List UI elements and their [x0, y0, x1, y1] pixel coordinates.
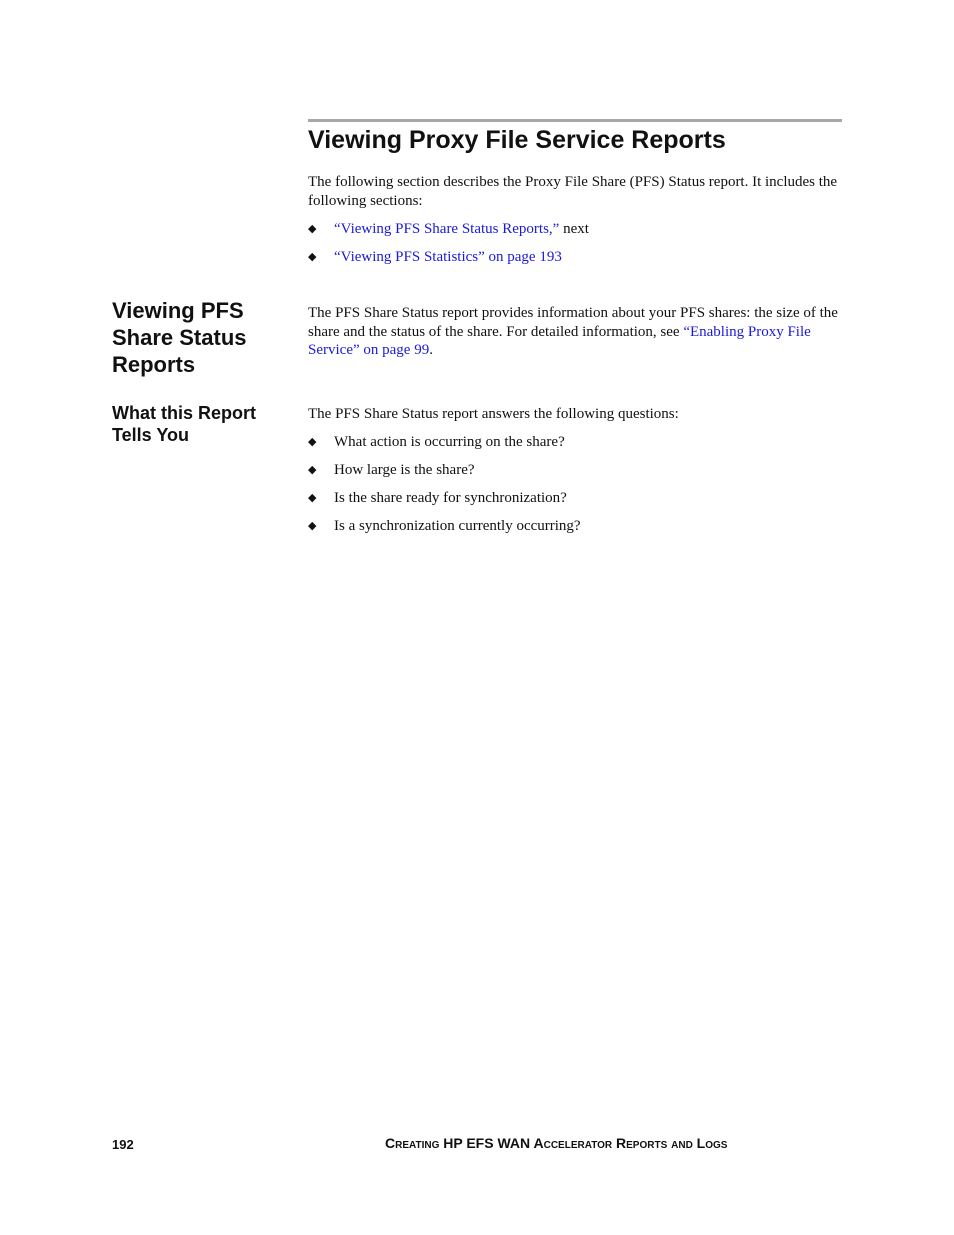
link-viewing-pfs-share-status-reports[interactable]: “Viewing PFS Share Status Reports,” [334, 221, 560, 237]
diamond-bullet-icon: ◆ [308, 222, 317, 235]
diamond-bullet-icon: ◆ [308, 491, 317, 504]
subsection-pfs-share-status-body: The PFS Share Status report provides information about your PFS shares: the size of the share and the status of the share. For detailed information, see “Enabling Proxy File Service” on page 99. [308, 305, 838, 358]
diamond-bullet-icon: ◆ [308, 519, 317, 532]
subsection-heading-what-this-report-tells-you: What this Report Tells You [112, 403, 256, 445]
diamond-bullet-icon: ◆ [308, 250, 317, 263]
subsection-heading-pfs-share-status: Viewing PFS Share Status Reports [112, 298, 247, 377]
running-footer-title: Creating HP EFS WAN Accelerator Reports and Logs [385, 1135, 728, 1151]
subsection-report-intro: The PFS Share Status report answers the following questions: [308, 406, 679, 422]
diamond-bullet-icon: ◆ [308, 463, 317, 476]
section-top-rule [308, 119, 842, 122]
link-viewing-pfs-statistics[interactable]: “Viewing PFS Statistics” on page 193 [334, 249, 562, 265]
link-enabling-proxy-file-service[interactable]: “Enabling Proxy File Service” on page 99 [308, 323, 811, 358]
section-intro: The following section describes the Proxy File Share (PFS) Status report. It includes the following sections: [308, 174, 838, 209]
diamond-bullet-icon: ◆ [308, 435, 317, 448]
section-title: Viewing Proxy File Service Reports [308, 126, 726, 154]
page-number: 192 [112, 1137, 134, 1152]
